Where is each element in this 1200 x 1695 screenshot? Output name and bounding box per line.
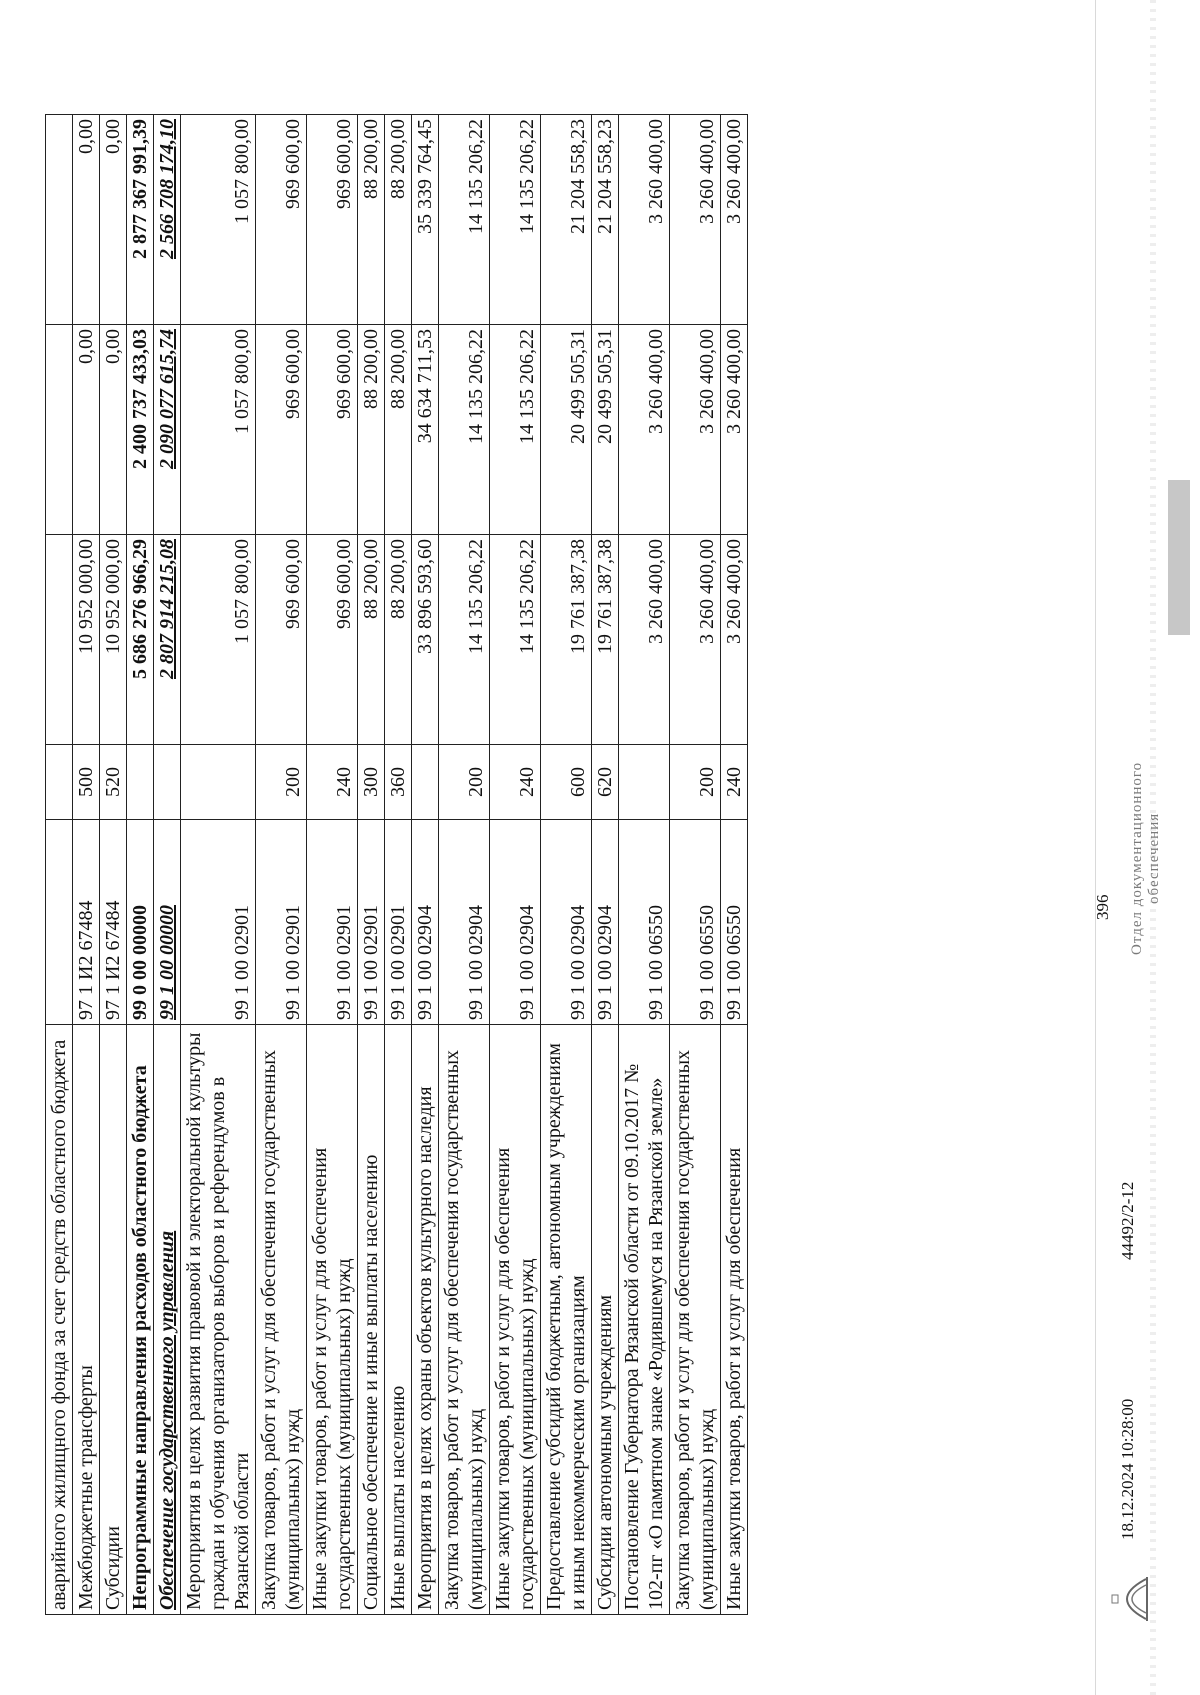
table-row [439, 115, 490, 1615]
row-code: 99 1 00 02901 [181, 820, 256, 1025]
row-amount-2025: 10 952 000,00 [100, 535, 127, 745]
row-name: Предоставление субсидий бюджетным, автономным учреждениям и иным некоммерческим организациям [541, 1025, 592, 1615]
row-expense-type: 200 [670, 745, 721, 820]
row-amount-2025: 19 761 387,38 [592, 535, 619, 745]
row-amount-2026: 969 600,00 [256, 325, 307, 535]
row-name: Иные выплаты населению [385, 1025, 412, 1615]
row-expense-type: 500 [73, 745, 100, 820]
row-amount-2026: 3 260 400,00 [619, 325, 670, 535]
row-amount-2027: 88 200,00 [385, 115, 412, 325]
row-amount-2025: 3 260 400,00 [721, 535, 748, 745]
row-code: 99 1 00 02904 [439, 820, 490, 1025]
row-expense-type [46, 745, 73, 820]
row-code: 99 0 00 00000 [127, 820, 154, 1025]
page-number: 396 [1093, 894, 1112, 920]
row-amount-2027: 969 600,00 [256, 115, 307, 325]
row-name: Иные закупки товаров, работ и услуг для обеспечения [721, 1025, 748, 1615]
table-row [670, 115, 721, 1615]
row-amount-2027: 969 600,00 [307, 115, 358, 325]
row-amount-2025: 969 600,00 [307, 535, 358, 745]
row-amount-2026: 2 400 737 433,03 [127, 325, 154, 535]
row-code: 99 1 00 06550 [670, 820, 721, 1025]
row-code: 97 1 И2 67484 [73, 820, 100, 1025]
row-amount-2025: 19 761 387,38 [541, 535, 592, 745]
row-amount-2025 [46, 535, 73, 745]
row-name: Закупка товаров, работ и услуг для обеспечения государственных (муниципальных) нужд [670, 1025, 721, 1615]
row-code: 99 1 00 02904 [541, 820, 592, 1025]
table-row [490, 115, 541, 1615]
row-name: Социальное обеспечение и иные выплаты населению [358, 1025, 385, 1615]
row-amount-2027: 0,00 [73, 115, 100, 325]
row-code: 99 1 00 02904 [592, 820, 619, 1025]
row-amount-2027: 3 260 400,00 [619, 115, 670, 325]
row-expense-type [154, 745, 181, 820]
table-row [592, 115, 619, 1615]
row-expense-type [181, 745, 256, 820]
row-amount-2026: 3 260 400,00 [721, 325, 748, 535]
table-row [154, 115, 181, 1615]
rotated-page [45, 85, 1165, 1655]
row-expense-type: 520 [100, 745, 127, 820]
row-amount-2027: 21 204 558,23 [592, 115, 619, 325]
footer-doc-id: 44492/2-12 [1118, 1181, 1137, 1260]
emblem-logo-icon [1110, 1573, 1150, 1625]
row-amount-2027: 3 260 400,00 [721, 115, 748, 325]
table-row [181, 115, 256, 1615]
table-row [46, 115, 73, 1615]
row-expense-type: 600 [541, 745, 592, 820]
table-row [721, 115, 748, 1615]
row-amount-2025: 3 260 400,00 [619, 535, 670, 745]
row-name: Закупка товаров, работ и услуг для обеспечения государственных (муниципальных) нужд [439, 1025, 490, 1615]
row-expense-type: 200 [256, 745, 307, 820]
row-name: Закупка товаров, работ и услуг для обеспечения государственных (муниципальных) нужд [256, 1025, 307, 1615]
row-name: Субсидии автономным учреждениям [592, 1025, 619, 1615]
row-amount-2027: 3 260 400,00 [670, 115, 721, 325]
row-amount-2025: 88 200,00 [385, 535, 412, 745]
table-row [256, 115, 307, 1615]
row-name: Иные закупки товаров, работ и услуг для обеспечения государственных (муниципальных) нужд [490, 1025, 541, 1615]
stamp-line-2: обеспечения [1146, 812, 1162, 904]
row-amount-2026: 88 200,00 [358, 325, 385, 535]
row-code: 99 1 00 02904 [412, 820, 439, 1025]
row-code: 99 1 00 02901 [385, 820, 412, 1025]
table-row [73, 115, 100, 1615]
row-name: Обеспечение государственного управления [154, 1025, 181, 1615]
row-amount-2026: 0,00 [100, 325, 127, 535]
row-code: 97 1 И2 67484 [100, 820, 127, 1025]
row-amount-2026: 14 135 206,22 [490, 325, 541, 535]
table-row [541, 115, 592, 1615]
row-name: Постановление Губернатора Рязанской области от 09.10.2017 № 102-пг «О памятном знаке «Родившемуся на Рязанской земле» [619, 1025, 670, 1615]
row-code: 99 1 00 02901 [256, 820, 307, 1025]
row-amount-2027: 14 135 206,22 [490, 115, 541, 325]
row-amount-2027: 2 566 708 174,10 [154, 115, 181, 325]
row-expense-type: 240 [307, 745, 358, 820]
table-row [127, 115, 154, 1615]
row-amount-2025: 14 135 206,22 [439, 535, 490, 745]
row-amount-2026: 1 057 800,00 [181, 325, 256, 535]
row-amount-2026: 14 135 206,22 [439, 325, 490, 535]
table-row [100, 115, 127, 1615]
row-amount-2027 [46, 115, 73, 325]
row-amount-2027: 88 200,00 [358, 115, 385, 325]
row-name: Межбюджетные трансферты [73, 1025, 100, 1615]
row-expense-type [619, 745, 670, 820]
row-amount-2026: 2 090 077 615,74 [154, 325, 181, 535]
footer-date: 18.12.2024 10:28:00 [1118, 1398, 1137, 1540]
row-amount-2026 [46, 325, 73, 535]
row-name: аварийного жилищного фонда за счет средств областного бюджета [46, 1025, 73, 1615]
row-amount-2027: 2 877 367 991,39 [127, 115, 154, 325]
row-code: 99 1 00 02904 [490, 820, 541, 1025]
row-code: 99 1 00 00000 [154, 820, 181, 1025]
row-name: Мероприятия в целях развития правовой и электоральной культуры граждан и обучения организаторов выборов и референдумов в Рязанской области [181, 1025, 256, 1615]
row-expense-type: 300 [358, 745, 385, 820]
row-amount-2026: 34 634 711,53 [412, 325, 439, 535]
row-code [46, 820, 73, 1025]
row-code: 99 1 00 02901 [358, 820, 385, 1025]
row-amount-2025: 3 260 400,00 [670, 535, 721, 745]
row-amount-2026: 3 260 400,00 [670, 325, 721, 535]
row-amount-2025: 10 952 000,00 [73, 535, 100, 745]
row-expense-type: 240 [721, 745, 748, 820]
row-amount-2025: 14 135 206,22 [490, 535, 541, 745]
row-amount-2026: 88 200,00 [385, 325, 412, 535]
row-amount-2026: 20 499 505,31 [592, 325, 619, 535]
row-amount-2026: 20 499 505,31 [541, 325, 592, 535]
row-code: 99 1 00 06550 [619, 820, 670, 1025]
row-amount-2026: 0,00 [73, 325, 100, 535]
row-amount-2026: 969 600,00 [307, 325, 358, 535]
row-amount-2027: 35 339 764,45 [412, 115, 439, 325]
department-stamp [1129, 762, 1163, 955]
row-amount-2027: 1 057 800,00 [181, 115, 256, 325]
row-name: Субсидии [100, 1025, 127, 1615]
row-amount-2025: 2 807 914 215,08 [154, 535, 181, 745]
row-amount-2025: 1 057 800,00 [181, 535, 256, 745]
row-amount-2027: 0,00 [100, 115, 127, 325]
table-row [385, 115, 412, 1615]
row-expense-type: 240 [490, 745, 541, 820]
row-amount-2025: 5 686 276 966,29 [127, 535, 154, 745]
row-code: 99 1 00 06550 [721, 820, 748, 1025]
row-amount-2027: 21 204 558,23 [541, 115, 592, 325]
stamp-line-1: Отдел документационного [1129, 761, 1145, 955]
row-expense-type: 360 [385, 745, 412, 820]
row-amount-2025: 88 200,00 [358, 535, 385, 745]
row-expense-type [127, 745, 154, 820]
row-amount-2025: 33 896 593,60 [412, 535, 439, 745]
table-row [412, 115, 439, 1615]
table-row [358, 115, 385, 1615]
row-expense-type: 620 [592, 745, 619, 820]
row-code: 99 1 00 02901 [307, 820, 358, 1025]
scan-dark-artifact [1168, 480, 1190, 635]
row-expense-type: 200 [439, 745, 490, 820]
table-row [307, 115, 358, 1615]
row-name: Непрограммные направления расходов областного бюджета [127, 1025, 154, 1615]
row-amount-2027: 14 135 206,22 [439, 115, 490, 325]
row-name: Иные закупки товаров, работ и услуг для обеспечения государственных (муниципальных) нужд [307, 1025, 358, 1615]
row-name: Мероприятия в целях охраны объектов культурного наследия [412, 1025, 439, 1615]
row-expense-type [412, 745, 439, 820]
table-row [619, 115, 670, 1615]
row-amount-2025: 969 600,00 [256, 535, 307, 745]
budget-table [45, 114, 748, 1615]
